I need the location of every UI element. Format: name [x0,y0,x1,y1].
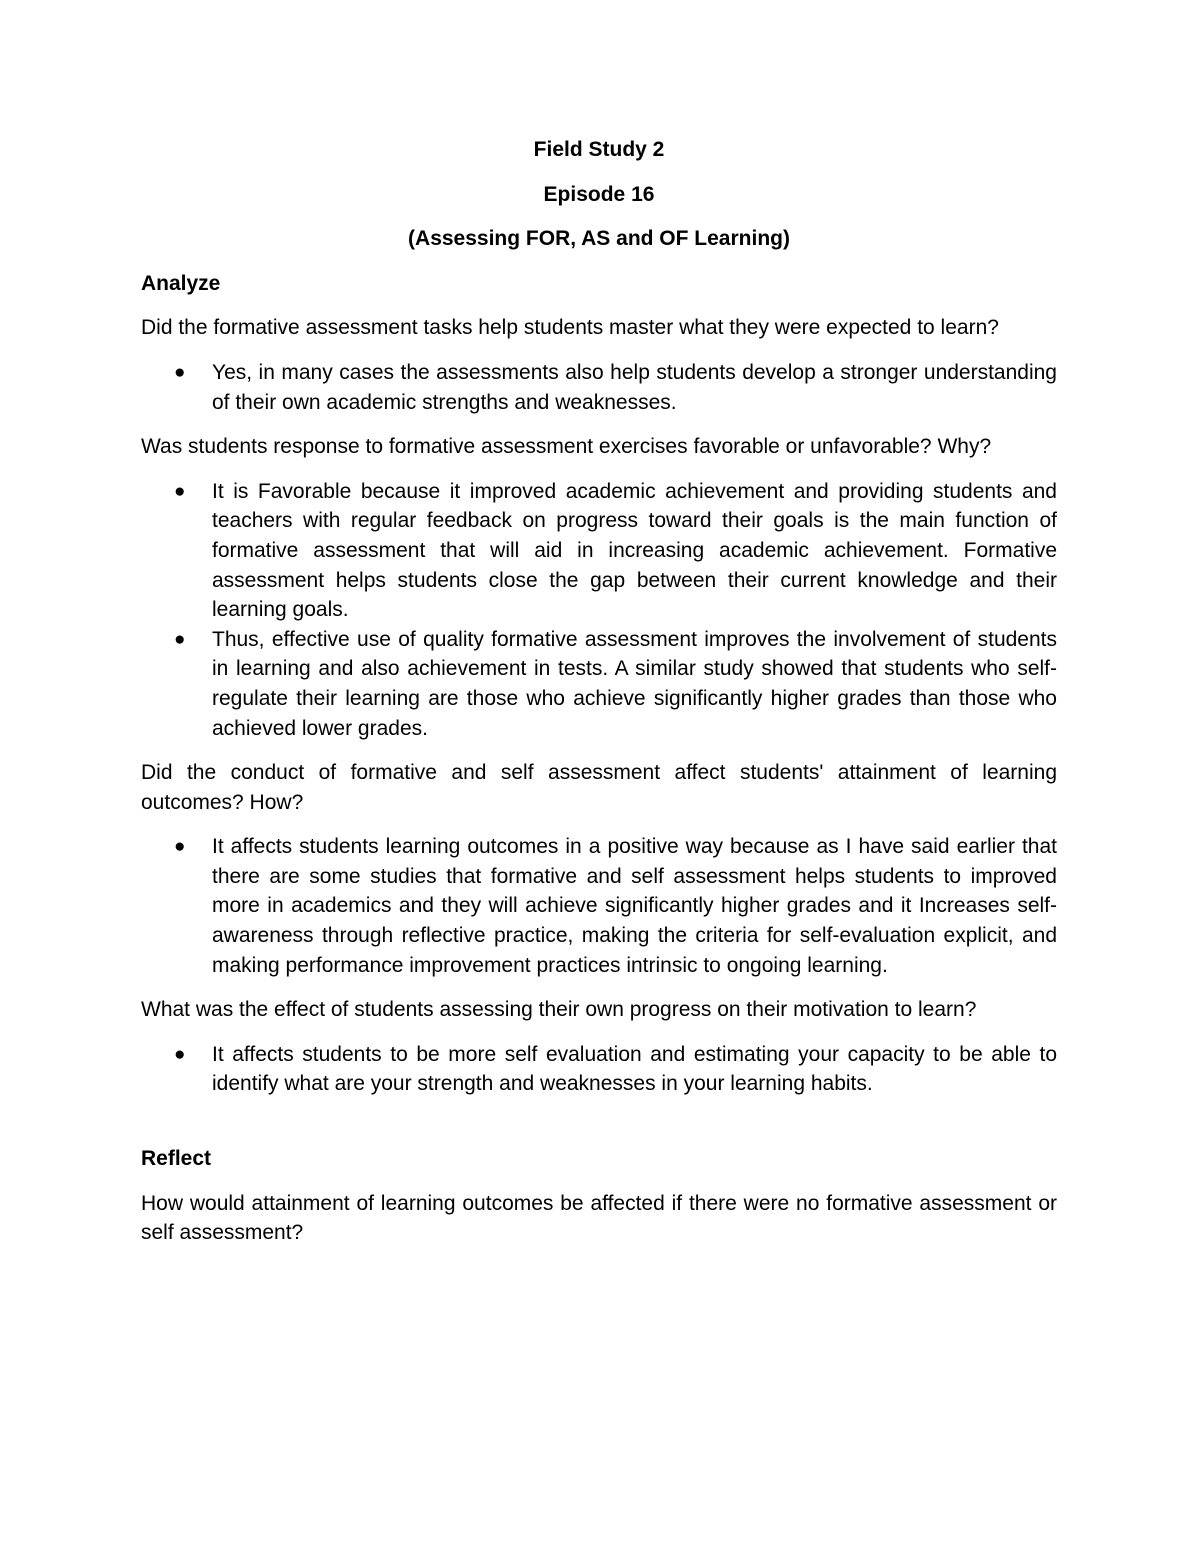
question-2: Was students response to formative assessment exercises favorable or unfavorable? Why? [141,435,992,459]
analyze-heading: Analyze [141,271,221,295]
answer-list-2 [141,477,1057,743]
question-1: Did the formative assessment tasks help students master what they were expected to learn? [141,316,999,340]
question-4: What was the effect of students assessing their own progress on their motivation to learn? [141,998,977,1022]
document-title: Field Study 2 [533,138,665,161]
bullet-icon: ● [174,480,186,502]
bullet-icon: ● [174,628,186,650]
answer-text: It affects students learning outcomes in a positive way because as I have said earlier that there are some studies that formative and self assessment helps students to improved more in academics and they will achieve significantly higher grades and it Increases self-awareness through reflective practice, making the criteria for self-evaluation explicit, and making performance improvement practices intrinsic to ongoing learning. [212,835,1057,977]
answer-text: Yes, in many cases the assessments also help students develop a stronger understanding of their own academic strengths and weaknesses. [212,360,1057,414]
bullet-icon: ● [174,836,186,858]
list-item [141,477,1057,625]
bullet-icon: ● [174,361,186,383]
answer-text: Thus, effective use of quality formative assessment improves the involvement of students in learning and also achievement in tests. A similar study showed that students who self-regulate their learning are those who achieve significantly higher grades than those who achieved lower grades. [212,627,1057,740]
answer-list-4 [141,1040,1057,1099]
bullet-icon: ● [174,1043,186,1065]
answer-text: It is Favorable because it improved academic achievement and providing students and teachers with regular feedback on progress toward their goals is the main function of formative assessment that will aid in increasing academic achievement. Formative assessment helps students close the gap between their current knowledge and their learning goals. [212,479,1057,622]
answer-text: It affects students to be more self evaluation and estimating your capacity to be able to identify what are your strength and weaknesses in your learning habits. [212,1042,1057,1096]
reflect-heading: Reflect [141,1147,212,1171]
document-page [141,135,1057,1263]
answer-list-3 [141,832,1057,980]
episode-title: Episode 16 [543,182,655,206]
reflect-question: How would attainment of learning outcomes be affected if there were no formative assessment or self assessment? [141,1191,1057,1245]
section-spacer [141,1114,1057,1144]
answer-list-1 [141,358,1057,417]
episode-subtitle: (Assessing FOR, AS and OF Learning) [408,227,790,251]
list-item [141,832,1057,980]
list-item [141,358,1057,417]
list-item [141,625,1057,743]
list-item [141,1040,1057,1099]
question-3: Did the conduct of formative and self assessment affect students' attainment of learning outcomes? How? [141,761,1057,814]
